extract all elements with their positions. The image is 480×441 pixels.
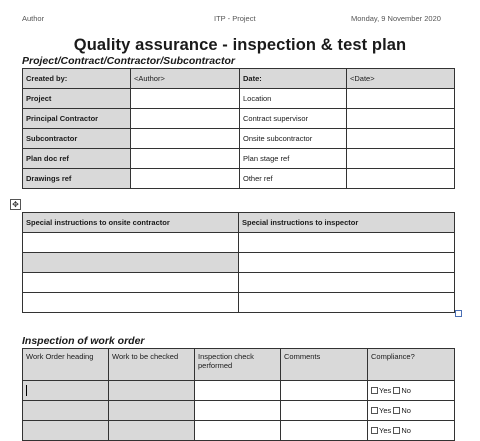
date-label: Date:: [240, 69, 347, 89]
header-author: Author: [22, 14, 45, 23]
header-doc-name: ITP - Project: [214, 14, 256, 23]
inspector-instructions-header: Special instructions to inspector: [239, 213, 455, 233]
table-row: [23, 253, 455, 273]
compliance-header: Compliance?: [368, 349, 455, 381]
work-checked-cell[interactable]: [109, 381, 195, 401]
move-handle-icon[interactable]: ✥: [10, 199, 21, 210]
no-checkbox[interactable]: [393, 427, 400, 434]
table-row: [23, 109, 455, 129]
instruction-cell[interactable]: [23, 273, 239, 293]
table-row: [23, 401, 455, 421]
instruction-cell[interactable]: [239, 293, 455, 313]
instruction-cell[interactable]: [23, 233, 239, 253]
page-header: [0, 14, 480, 26]
no-label: No: [401, 426, 411, 435]
page-title: Quality assurance - inspection & test plan: [73, 36, 407, 54]
table-row: [23, 69, 455, 89]
instruction-cell[interactable]: [239, 253, 455, 273]
yes-checkbox[interactable]: [371, 387, 378, 394]
table-row: [23, 349, 455, 381]
table-row: [23, 213, 455, 233]
comments-header: Comments: [281, 349, 368, 381]
work-checked-cell[interactable]: [109, 401, 195, 421]
yes-checkbox[interactable]: [371, 427, 378, 434]
work-order-heading-header: Work Order heading: [23, 349, 109, 381]
no-checkbox[interactable]: [393, 407, 400, 414]
inspection-cell[interactable]: [195, 421, 281, 441]
contract-supervisor-label: Contract supervisor: [240, 109, 347, 129]
inspection-cell[interactable]: [195, 401, 281, 421]
text-cursor: [26, 385, 27, 396]
work-order-cell[interactable]: [23, 401, 109, 421]
project-details-table: [22, 68, 455, 189]
table-row: [23, 169, 455, 189]
principal-contractor-label: Principal Contractor: [23, 109, 131, 129]
onsite-subcontractor-field[interactable]: [347, 129, 455, 149]
project-field[interactable]: [131, 89, 240, 109]
table-row: [23, 293, 455, 313]
section-inspection-heading: Inspection of work order: [22, 335, 145, 347]
yes-label: Yes: [379, 426, 392, 435]
yes-checkbox[interactable]: [371, 407, 378, 414]
compliance-cell: [368, 421, 455, 441]
location-field[interactable]: [347, 89, 455, 109]
compliance-cell: [368, 381, 455, 401]
other-ref-label: Other ref: [240, 169, 347, 189]
location-label: Location: [240, 89, 347, 109]
no-checkbox[interactable]: [393, 387, 400, 394]
table-row: [23, 233, 455, 253]
work-checked-cell[interactable]: [109, 421, 195, 441]
special-instructions-table: [22, 212, 455, 313]
section-project-heading: Project/Contract/Contractor/Subcontractor: [22, 55, 235, 67]
other-ref-field[interactable]: [347, 169, 455, 189]
work-to-be-checked-header: Work to be checked: [109, 349, 195, 381]
table-row: [23, 129, 455, 149]
inspection-cell[interactable]: [195, 381, 281, 401]
plan-stage-ref-field[interactable]: [347, 149, 455, 169]
project-label: Project: [23, 89, 131, 109]
instruction-cell[interactable]: [239, 273, 455, 293]
work-order-cell[interactable]: [23, 421, 109, 441]
table-row: [23, 421, 455, 441]
no-label: No: [401, 406, 411, 415]
comments-cell[interactable]: [281, 381, 368, 401]
instruction-cell[interactable]: [23, 253, 239, 273]
table-row: [23, 273, 455, 293]
contract-supervisor-field[interactable]: [347, 109, 455, 129]
instruction-cell[interactable]: [239, 233, 455, 253]
no-label: No: [401, 386, 411, 395]
plan-doc-ref-label: Plan doc ref: [23, 149, 131, 169]
resize-handle-icon[interactable]: [455, 310, 462, 317]
comments-cell[interactable]: [281, 401, 368, 421]
comments-cell[interactable]: [281, 421, 368, 441]
plan-doc-ref-field[interactable]: [131, 149, 240, 169]
yes-label: Yes: [379, 406, 392, 415]
compliance-cell: [368, 401, 455, 421]
drawings-ref-label: Drawings ref: [23, 169, 131, 189]
plan-stage-ref-label: Plan stage ref: [240, 149, 347, 169]
drawings-ref-field[interactable]: [131, 169, 240, 189]
onsite-contractor-instructions-header: Special instructions to onsite contractor: [23, 213, 239, 233]
table-row: [23, 149, 455, 169]
subcontractor-label: Subcontractor: [23, 129, 131, 149]
header-date: Monday, 9 November 2020: [351, 14, 441, 23]
work-order-cell[interactable]: [23, 381, 109, 401]
table-row: [23, 89, 455, 109]
created-by-label: Created by:: [23, 69, 131, 89]
subcontractor-field[interactable]: [131, 129, 240, 149]
author-field[interactable]: <Author>: [131, 69, 240, 89]
onsite-subcontractor-label: Onsite subcontractor: [240, 129, 347, 149]
table-row: [23, 381, 455, 401]
inspection-check-header: Inspection check performed: [195, 349, 281, 381]
date-field[interactable]: <Date>: [347, 69, 455, 89]
inspection-table: [22, 348, 455, 441]
principal-contractor-field[interactable]: [131, 109, 240, 129]
instruction-cell[interactable]: [23, 293, 239, 313]
yes-label: Yes: [379, 386, 392, 395]
